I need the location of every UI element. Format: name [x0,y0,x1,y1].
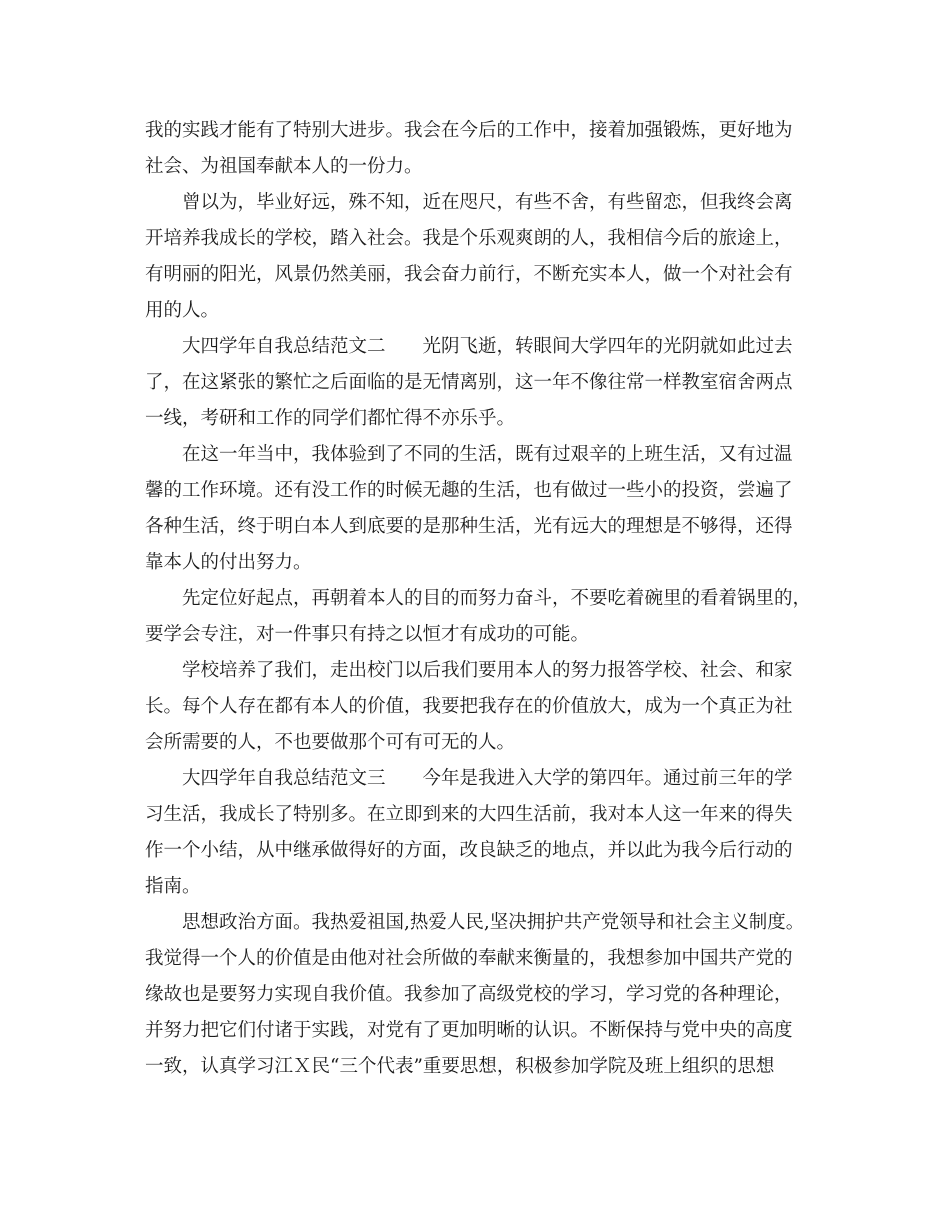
text-line: 并努力把它们付诸于实践，对党有了更加明晰的认识。不断保持与党中央的高度 [145,1020,793,1041]
text-line: 了，在这紧张的繁忙之后面临的是无情离别，这一年不像往常一样教室宿舍两点 [145,372,793,393]
text-line: 我觉得一个人的价值是由他对社会所做的奉献来衡量的，我想参加中国共产党的 [145,948,793,969]
text-line: 一致，认真学习江Ｘ民“三个代表”重要思想，积极参加学院及班上组织的思想 [145,1056,775,1077]
text-line: 社会、为祖国奉献本人的一份力。 [145,156,423,177]
text-line: 曾以为，毕业好远，殊不知，近在咫尺，有些不舍，有些留恋，但我终会离 [182,192,793,213]
text-line: 用的人。 [145,300,220,321]
text-line: 大四学年自我总结范文二 光阴飞逝，转眼间大学四年的光阴就如此过去 [182,336,793,357]
text-line: 靠本人的付出努力。 [145,552,312,573]
text-line: 有明丽的阳光，风景仍然美丽，我会奋力前行，不断充实本人，做一个对社会有 [145,264,793,285]
text-line: 长。每个人存在都有本人的价值，我要把我存在的价值放大，成为一个真正为社 [145,696,793,717]
text-line: 习生活，我成长了特别多。在立即到来的大四生活前，我对本人这一年来的得失 [145,804,793,825]
text-line: 学校培养了我们，走出校门以后我们要用本人的努力报答学校、社会、和家 [182,660,793,681]
text-line: 馨的工作环境。还有没工作的时候无趣的生活，也有做过一些小的投资，尝遍了 [145,480,793,501]
text-line: 在这一年当中，我体验到了不同的生活，既有过艰辛的上班生活，又有过温 [182,444,793,465]
text-line: 先定位好起点，再朝着本人的目的而努力奋斗，不要吃着碗里的看着锅里的， [182,588,812,609]
text-line: 思想政治方面。我热爱祖国,热爱人民,坚决拥护共产党领导和社会主义制度。 [182,912,805,933]
document-body [145,113,810,1085]
text-line: 要学会专注，对一件事只有持之以恒才有成功的可能。 [145,624,590,645]
text-line: 各种生活，终于明白本人到底要的是那种生活，光有远大的理想是不够得，还得 [145,516,793,537]
text-line: 大四学年自我总结范文三 今年是我进入大学的第四年。通过前三年的学 [182,768,793,789]
text-line: 指南。 [145,876,201,897]
text-line: 作一个小结，从中继承做得好的方面，改良缺乏的地点，并以此为我今后行动的 [145,840,793,861]
text-line: 一线，考研和工作的同学们都忙得不亦乐乎。 [145,408,516,429]
text-line: 缘故也是要努力实现自我价值。我参加了高级党校的学习，学习党的各种理论， [145,984,793,1005]
text-line: 我的实践才能有了特别大进步。我会在今后的工作中，接着加强锻炼，更好地为 [145,120,793,141]
text-line: 会所需要的人，不也要做那个可有可无的人。 [145,732,516,753]
text-line: 开培养我成长的学校，踏入社会。我是个乐观爽朗的人，我相信今后的旅途上， [145,228,793,249]
